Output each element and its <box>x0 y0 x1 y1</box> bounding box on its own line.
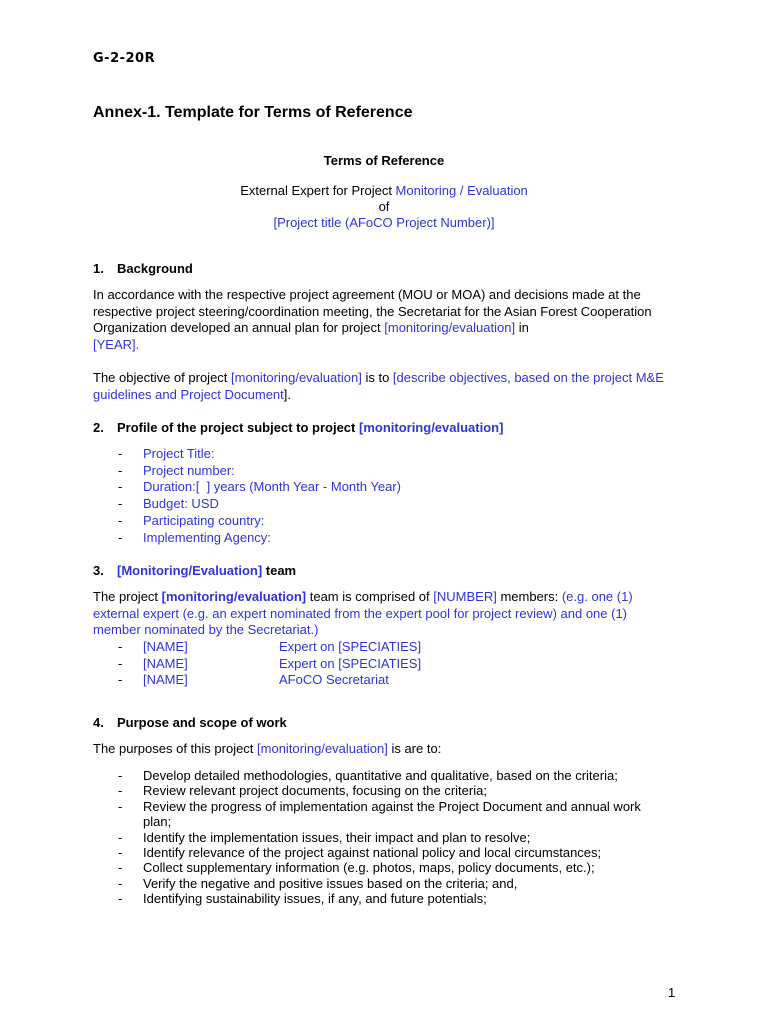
list-item <box>118 768 658 783</box>
list-item <box>118 496 401 513</box>
list-dash: - <box>118 496 123 512</box>
list-item <box>118 876 658 891</box>
list-item-text: Collect supplementary information (e.g. photos, maps, policy documents, etc.); <box>143 860 595 876</box>
para-highlight: [NUMBER] <box>433 589 497 604</box>
section-1-heading <box>93 261 193 276</box>
section-3-paragraph <box>93 589 675 639</box>
section-2-number: 2. <box>93 420 104 435</box>
list-item <box>118 891 658 906</box>
section-1-paragraph-1 <box>93 287 675 354</box>
list-dash: - <box>118 479 123 495</box>
list-dash: - <box>118 798 123 814</box>
tor-subtitle <box>93 183 675 198</box>
list-item-text: Review the progress of implementation against the Project Document and annual work plan; <box>143 798 641 830</box>
list-item-text: Identify the implementation issues, their impact and plan to resolve; <box>143 829 531 845</box>
section-2-title: Profile of the project subject to project <box>117 420 359 435</box>
list-item <box>118 783 658 798</box>
para-text: members: <box>496 589 562 604</box>
para-text: is to <box>361 370 393 385</box>
team-member <box>118 639 422 656</box>
section-3-title: team <box>262 563 297 578</box>
para-highlight: [monitoring/evaluation] <box>384 320 516 336</box>
section-2-heading <box>93 420 503 435</box>
purpose-list <box>118 768 658 907</box>
list-dash: - <box>118 672 123 688</box>
list-item-text: Identifying sustainability issues, if any, and future potentials; <box>143 891 487 907</box>
list-dash: - <box>118 829 123 845</box>
list-dash: - <box>118 860 123 876</box>
section-4-title: Purpose and scope of work <box>117 715 287 730</box>
para-text: The project <box>93 589 162 604</box>
annex-title: Annex-1. Template for Terms of Reference <box>93 104 413 121</box>
member-name: [NAME] <box>143 639 188 654</box>
section-1-number: 1. <box>93 261 104 276</box>
list-dash: - <box>118 655 123 671</box>
para-text: ]. <box>283 386 292 402</box>
section-1-paragraph-2 <box>93 370 675 403</box>
list-dash: - <box>118 768 123 783</box>
para-highlight: [describe objectives, based on the project M&E guidelines and Project Document <box>93 370 664 402</box>
list-dash: - <box>118 845 123 861</box>
section-3-heading <box>93 563 296 578</box>
list-item-text: Participating country: <box>143 512 265 528</box>
team-members-list <box>118 639 422 689</box>
list-dash: - <box>118 891 123 907</box>
list-item-text: Project number: <box>143 462 235 478</box>
list-item-text: Implementing Agency: <box>143 529 271 545</box>
document-code: G-2-20R <box>93 51 156 66</box>
member-name: [NAME] <box>143 672 188 688</box>
tor-title: Terms of Reference <box>323 153 445 168</box>
team-member <box>118 655 422 673</box>
list-dash: - <box>118 529 123 545</box>
list-item-text: Project Title: <box>143 446 215 461</box>
team-member <box>118 672 389 689</box>
project-title-placeholder: [Project title (AFoCO Project Number)] <box>273 215 495 230</box>
member-role: Expert on [SPECIATIES] <box>279 639 422 654</box>
para-highlight: [monitoring/evaluation] <box>231 370 362 385</box>
project-profile-list <box>118 446 401 546</box>
member-role: AFoCO Secretariat <box>279 672 389 688</box>
list-item-text: Develop detailed methodologies, quantitative and qualitative, based on the criteria; <box>143 768 618 783</box>
list-item-text: Budget: USD <box>143 496 219 512</box>
para-text: In accordance with the respective project agreement (MOU or MOA) and decisions made at the respective project steering/coordination meeting, the Secretariat for the Asian Forest Cooperation Organization developed an annual plan for project <box>93 287 652 336</box>
member-name: [NAME] <box>143 655 188 671</box>
section-4-heading <box>93 715 287 730</box>
para-text: The purposes of this project <box>93 741 258 756</box>
para-highlight: (e.g. one (1) external expert (e.g. an expert nominated from the expert pool for project review) and one (1) member nominated by the Secretariat.) <box>93 589 633 638</box>
subtitle-highlight: Monitoring / Evaluation <box>395 183 528 198</box>
list-item <box>118 830 658 845</box>
para-highlight: [monitoring/evaluation] <box>257 741 388 756</box>
section-1-title: Background <box>117 261 193 276</box>
para-text: in <box>515 320 529 336</box>
list-item-text: Duration:[ ] years (Month Year - Month Year) <box>143 479 401 495</box>
list-item <box>118 799 658 830</box>
para-highlight: [YEAR]. <box>93 337 140 353</box>
list-item <box>118 513 401 530</box>
list-item <box>118 463 401 480</box>
tor-of: of <box>378 199 390 214</box>
list-dash: - <box>118 512 123 528</box>
list-dash: - <box>118 783 123 799</box>
list-dash: - <box>118 446 123 461</box>
para-text: The objective of project <box>93 370 232 385</box>
list-dash: - <box>118 639 123 654</box>
member-role: Expert on [SPECIATIES] <box>279 655 422 671</box>
section-2-title-highlight: [monitoring/evaluation] <box>358 420 504 435</box>
para-highlight: [monitoring/evaluation] <box>161 589 307 604</box>
section-4-intro <box>93 741 675 758</box>
section-3-number: 3. <box>93 563 104 578</box>
para-text: is are to: <box>387 741 442 756</box>
para-text: team is comprised of <box>306 589 434 604</box>
list-item <box>118 860 658 875</box>
list-item <box>118 446 401 463</box>
list-item-text: Identify relevance of the project against national policy and local circumstances; <box>143 845 602 861</box>
list-dash: - <box>118 875 123 891</box>
page-number: 1 <box>668 985 676 1000</box>
list-item <box>118 530 401 547</box>
list-dash: - <box>118 462 123 478</box>
list-item-text: Review relevant project documents, focusing on the criteria; <box>143 783 487 799</box>
subtitle-prefix: External Expert for Project <box>240 183 396 198</box>
list-item-text: Verify the negative and positive issues based on the criteria; and, <box>143 875 518 891</box>
section-4-number: 4. <box>93 715 104 730</box>
list-item <box>118 479 401 496</box>
list-item <box>118 845 658 860</box>
section-3-title-highlight: [Monitoring/Evaluation] <box>117 563 263 578</box>
